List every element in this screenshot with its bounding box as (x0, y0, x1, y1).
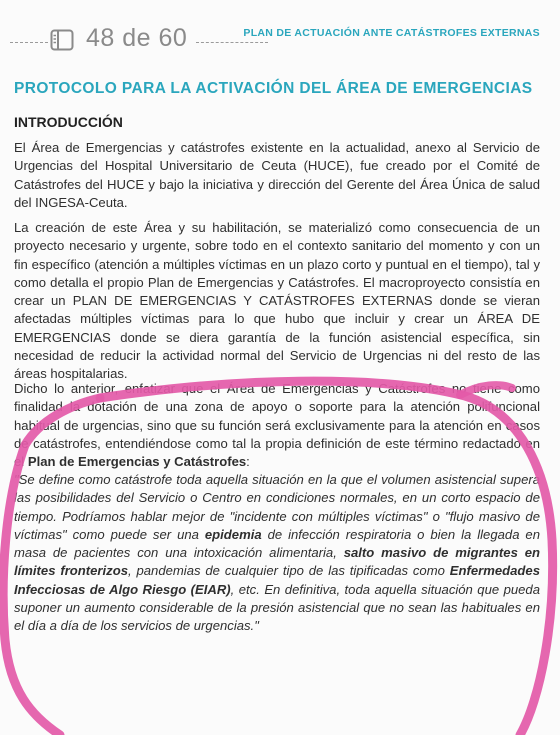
page-indicator: 48 de 60 (86, 24, 188, 52)
section-title: PROTOCOLO PARA LA ACTIVACIÓN DEL ÁREA DE EMERGENCIAS (14, 80, 533, 97)
running-title: PLAN DE ACTUACIÓN ANTE CATÁSTROFES EXTERNAS (243, 27, 540, 39)
paragraph-3 (14, 380, 540, 471)
quote-bold-migrantes: salto masivo de migrantes en límites fronterizos (14, 545, 540, 579)
quote-text-4: , etc. En definitiva, toda aquella situación que pueda suponer un aumento considerable de la presión asistencial que no sean las habituales en el día a día de los servicios de urgencias." (14, 581, 540, 634)
paragraph-1: El Área de Emergencias y catástrofes existente en la actualidad, anexo al Servicio de Urgencias del Hospital Universitario de Ceuta (HUCE), fue creado por el Comité de Catástrofes del HUCE y bajo la iniciativa y dirección del Gerente del Área Única de salud del INGESA-Ceuta. (14, 140, 540, 210)
intro-heading: INTRODUCCIÓN (14, 114, 123, 130)
header-dash-left (10, 42, 48, 43)
header-dash-right (196, 42, 268, 43)
paragraph-3-end: : (246, 454, 250, 470)
quote-text-2: de infección respiratoria o bien la llegada en masa de pacientes con una intoxicación alimentaria, (14, 526, 540, 561)
definition-quote (14, 471, 540, 636)
quote-bold-eiar: Enfermedades Infecciosas de Algo Riesgo (EIAR) (14, 563, 540, 597)
quote-text-3: , pandemias de cualquier tipo de las tipificadas como (128, 563, 450, 579)
quote-bold-epidemia: epidemia (204, 526, 262, 542)
quote-text-1: "Se define como catástrofe toda aquella situación en la que el volumen asistencial supera las posibilidades del Servicio o Centro en condiciones normales, en un corto espacio de tiempo. Podríamos hablar mejor de "incidente con múltiples víctimas" o "flujo masivo de víctimas" como puede ser una (14, 472, 540, 542)
book-icon[interactable] (50, 29, 74, 51)
paragraph-2: La creación de este Área y su habilitación, se materializó como consecuencia de un proyecto necesario y urgente, sobre todo en el contexto sanitario del momento y con un fin específico (atención a múltiples víctimas en un plazo corto y puntual en el tiempo), tal y como detalla el propio Plan de Emergencias y Catástrofes. El macroproyecto consistía en crear un PLAN DE EMERGENCIAS Y CATÁSTROFES EXTERNAS donde se vieran afectadas múltiples víctimas para lo que hubo que incluir y crear un ÁREA DE EMERGENCIAS donde se diera garantía de la función asistencial específica, sin necesidad de reducir la actividad normal del Servicio de Urgencias ni del resto de las áreas hospitalarias. (14, 220, 540, 382)
page-header (0, 0, 560, 70)
paragraph-3-text: Dicho lo anterior, enfatizar que el Área de Emergencias y Catástrofes no tiene como finalidad la dotación de una zona de apoyo o soporte para la atención polifuncional habitual de urgencias, sino que su función será exclusivamente para la atención en casos de catástrofes, entendiéndose como tal la propia definición de este término redactado en el (14, 381, 540, 470)
paragraph-3-bold: Plan de Emergencias y Catástrofes (27, 454, 247, 470)
